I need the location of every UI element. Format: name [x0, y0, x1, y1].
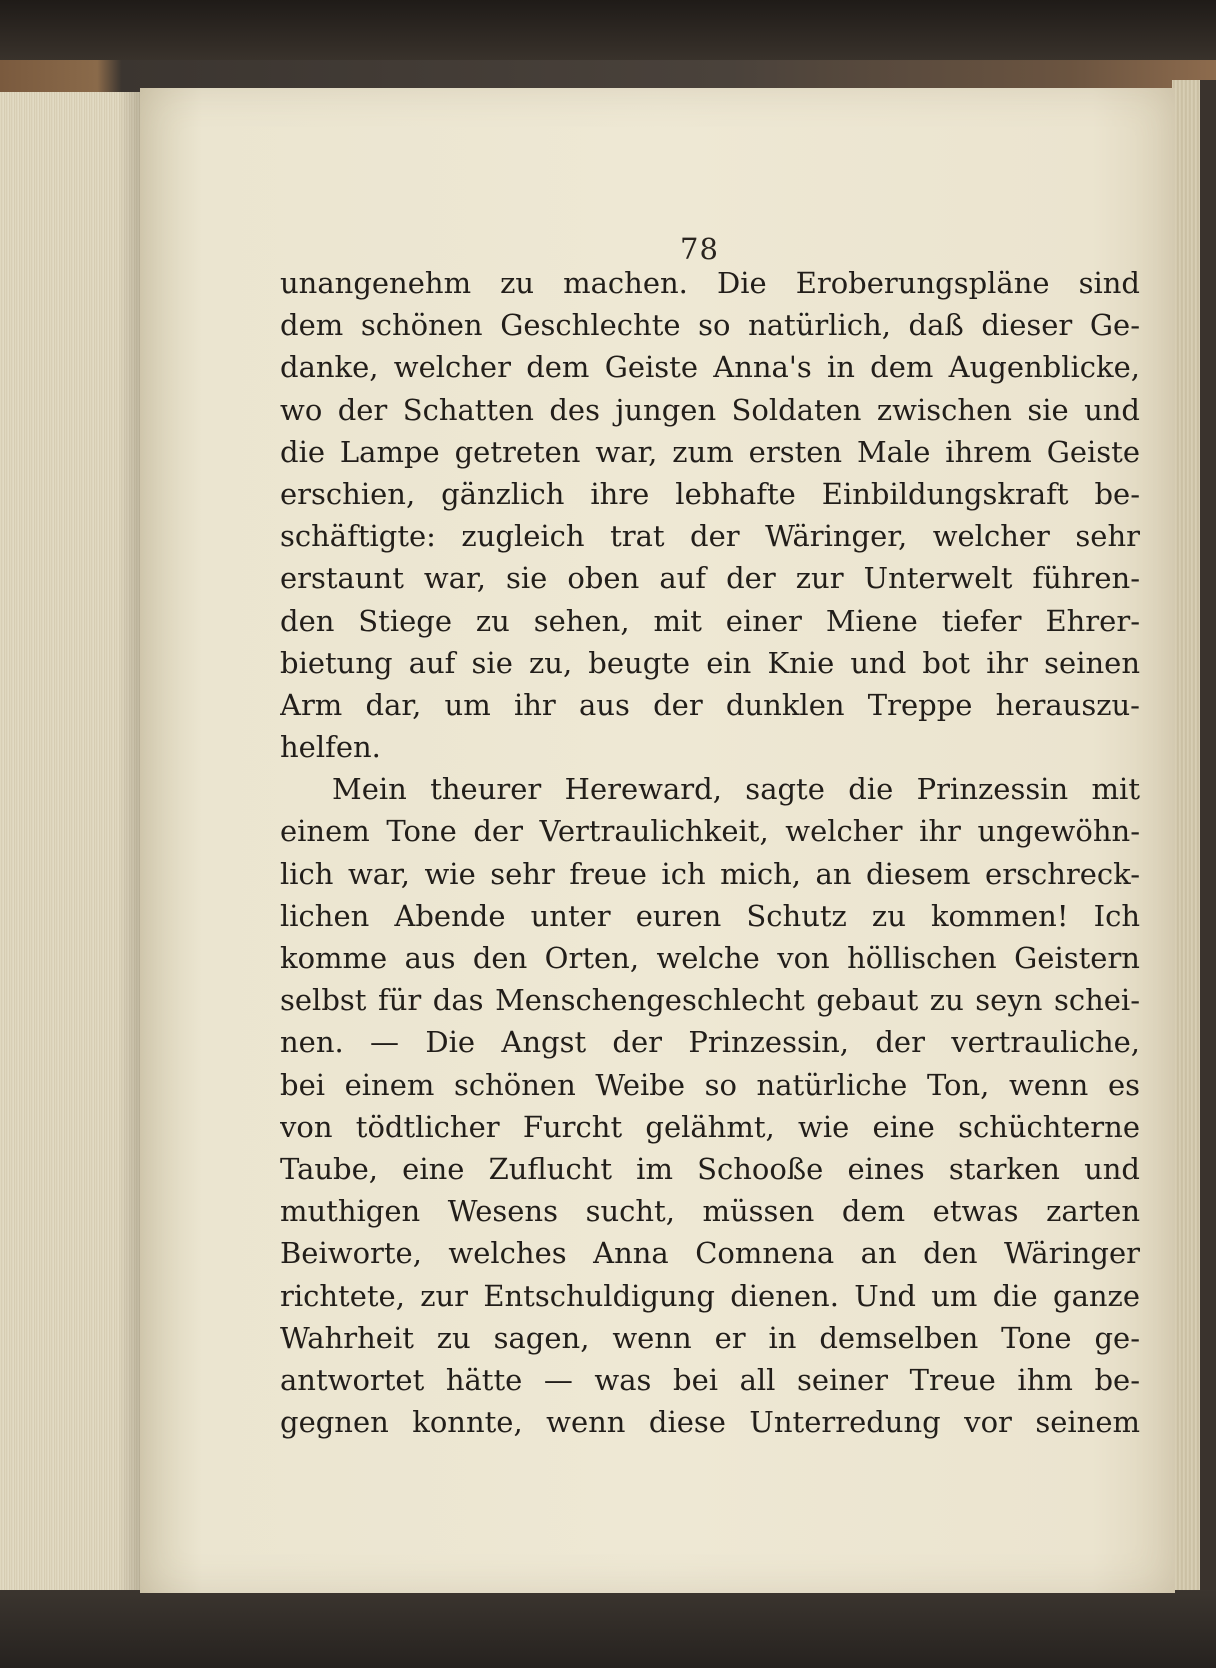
text-line: unangenehm zu machen. Die Eroberungspläne sind: [280, 266, 1140, 300]
text-line: Wahrheit zu sagen, wenn er in demselben Tone ge-: [280, 1320, 1140, 1355]
text-line: muthigen Wesens sucht, müssen dem etwas zarten: [280, 1194, 1140, 1229]
book-cover-bottom: [0, 1590, 1216, 1668]
text-line: von tödtlicher Furcht gelähmt, wie eine schüchterne: [280, 1109, 1140, 1144]
text-line: Mein theurer Hereward, sagte die Prinzessin mit: [332, 772, 1140, 807]
text-line: richtete, zur Entschuldigung dienen. Und um die ganze: [280, 1278, 1140, 1313]
text-line: antwortet hätte — was bei all seiner Treue ihm be-: [280, 1362, 1140, 1397]
text-line: den Stiege zu sehen, mit einer Miene tiefer Ehrer-: [280, 603, 1140, 638]
book-cover-right: [1200, 80, 1216, 1595]
text-line: lichen Abende unter euren Schutz zu kommen! Ich: [280, 898, 1140, 933]
text-line: helfen.: [280, 730, 381, 765]
text-line: erstaunt war, sie oben auf der zur Unterwelt führen-: [280, 561, 1140, 596]
text-line: gegnen konnte, wenn diese Unterredung vor seinem: [280, 1405, 1140, 1440]
text-line: selbst für das Menschengeschlecht gebaut zu seyn schei-: [280, 983, 1140, 1018]
text-line: Beiworte, welches Anna Comnena an den Wäringer: [280, 1236, 1140, 1271]
text-line: lich war, wie sehr freue ich mich, an diesem erschreck-: [280, 856, 1140, 891]
text-line: erschien, gänzlich ihre lebhafte Einbildungskraft be-: [280, 476, 1140, 511]
text-line: die Lampe getreten war, zum ersten Male ihrem Geiste: [280, 434, 1140, 469]
text-line: bei einem schönen Weibe so natürliche Ton, wenn es: [280, 1067, 1140, 1102]
text-line: nen. — Die Angst der Prinzessin, der vertrauliche,: [280, 1025, 1140, 1060]
text-line: bietung auf sie zu, beugte ein Knie und bot ihr seinen: [280, 645, 1140, 680]
text-line: einem Tone der Vertraulichkeit, welcher ihr ungewöhn-: [280, 814, 1140, 849]
page-number: 78: [680, 232, 719, 266]
text-line: danke, welcher dem Geiste Anna's in dem Augenblicke,: [280, 350, 1140, 385]
text-line: Arm dar, um ihr aus der dunklen Treppe herauszu-: [280, 687, 1140, 722]
text-line: dem schönen Geschlechte so natürlich, daß dieser Ge-: [280, 308, 1140, 343]
text-line: schäftigte: zugleich trat der Wäringer, welcher sehr: [280, 519, 1140, 554]
text-line: wo der Schatten des jungen Soldaten zwischen sie und: [280, 392, 1140, 427]
text-line: Taube, eine Zuflucht im Schooße eines starken und: [280, 1151, 1140, 1186]
text-line: komme aus den Orten, welche von höllischen Geistern: [280, 941, 1140, 975]
body-text: [280, 262, 1140, 1443]
